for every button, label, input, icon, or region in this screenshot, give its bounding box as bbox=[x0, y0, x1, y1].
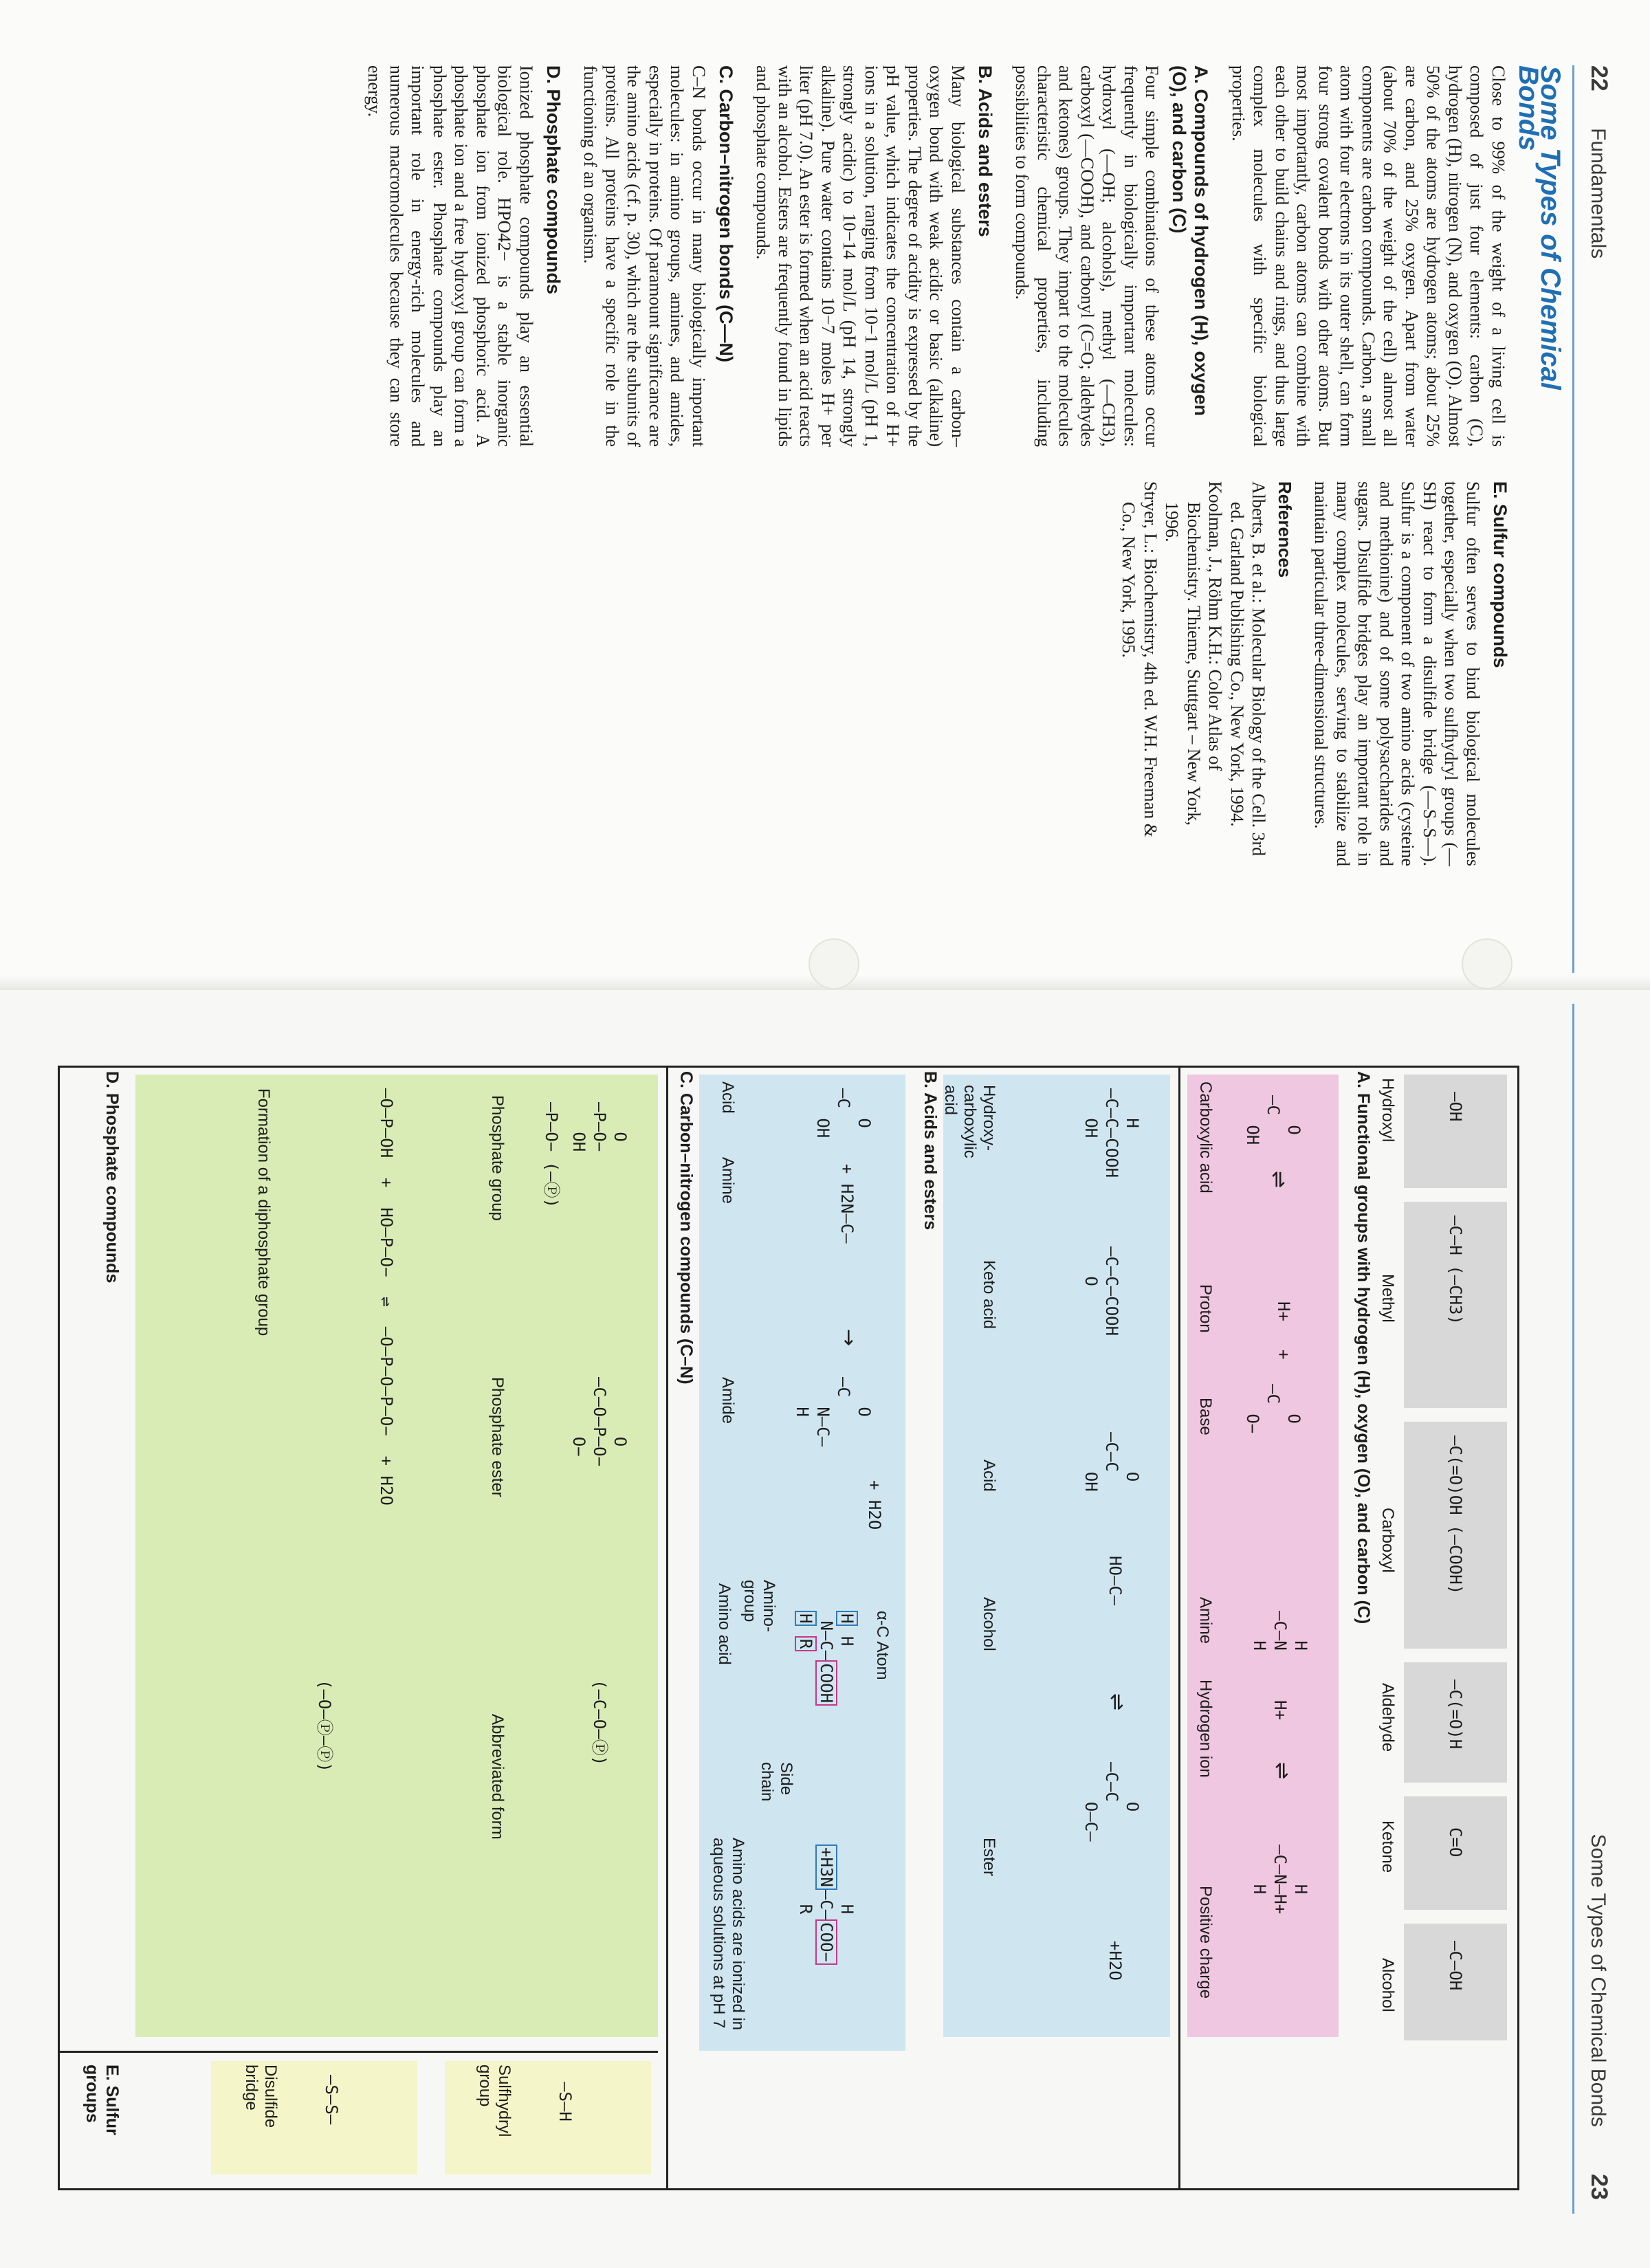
panel-d-label: D. Phosphate compounds bbox=[102, 1071, 122, 1284]
section-c-text: C–N bonds occur in many biologically important molecules: in amino groups, amines, and amides, especially in proteins. Of paramount significance are the amino acids (cf. p. 30), which are the subunits of proteins. All proteins have a specific role in the functioning of an organism. bbox=[580, 65, 709, 447]
phosphate-group-formula: O —P—O− OH bbox=[569, 1102, 630, 1152]
hydroxyl-box bbox=[1404, 1075, 1507, 1188]
section-e-text: Sulfur often serves to bind biological molecules together, especially when two sulfhydryl groups (—SH) react to form a disulfide bridge (—S–S—). Sulfur is a component of two amino acids (cysteine and methionine) and of some polysaccharides and sugars. Disulfide bridges play an important role in many complex molecules, serving to stabilize and maintain particular three-dimensional structures. bbox=[1311, 481, 1483, 866]
alcohol-group-formula: —C—OH bbox=[1446, 1941, 1465, 1991]
aldehyde-formula: —C(=O)H bbox=[1446, 1680, 1465, 1750]
acid-caption: Acid bbox=[980, 1460, 998, 1492]
amide-caption: Amide bbox=[718, 1377, 737, 1424]
phosphate-ester-caption: Phosphate ester bbox=[488, 1377, 507, 1497]
base-formula: O —C O− bbox=[1243, 1384, 1304, 1434]
diphosphate-caption: Formation of a diphosphate group bbox=[254, 1088, 273, 1336]
acid-formula: O —C—C OH bbox=[1081, 1432, 1142, 1492]
equilibrium-arrow-icon: ⇌ bbox=[1270, 1762, 1294, 1780]
disulfide-box bbox=[211, 2061, 417, 2175]
disulfide-caption: Disulfide bridge bbox=[242, 2065, 280, 2128]
proton-caption: Proton bbox=[1196, 1284, 1215, 1333]
carboxyl-caption: Carboxyl bbox=[1378, 1508, 1397, 1573]
hydrogen-ion-label: H+ bbox=[1270, 1700, 1290, 1720]
right-page-number: 23 bbox=[1586, 2174, 1612, 2200]
c-acid-formula: O —C OH bbox=[813, 1088, 874, 1138]
plus-sign: + bbox=[1274, 1350, 1293, 1360]
sulfhydryl-box bbox=[445, 2061, 651, 2175]
alcohol-group-box bbox=[1404, 1924, 1507, 2040]
figure-frame bbox=[58, 1066, 1519, 2190]
section-b-text: Many biological substances contain a carbon–oxygen bond with weak acidic or basic (alkaline) properties. The degree of acidity is expressed by the pH value, which indicates the concentration of H+ ions in a solution, ranging from 10−1 mol/L (pH 1, strongly acidic) to 10−14 mol/L (pH 14, strongly alkaline). Pure water contains 10−7 moles H+ per liter (pH 7.0). An ester is formed when an acid reacts with an alcohol. Esters are frequently found in lipids and phosphate compounds. bbox=[753, 65, 968, 447]
carboxylic-acid-formula: O —C OH bbox=[1243, 1095, 1304, 1145]
proton-label: H+ bbox=[1274, 1301, 1293, 1321]
side-chain-label: Side chain bbox=[758, 1762, 795, 1802]
panel-divider bbox=[1178, 1068, 1180, 2188]
c-amine-caption: Amine bbox=[718, 1157, 737, 1204]
section-e-heading: E. Sulfur compounds bbox=[1490, 481, 1510, 668]
abbreviated-form-caption: Abbreviated form bbox=[488, 1714, 507, 1840]
phosphate-ester-formula: O —C—O—P—O− O− bbox=[569, 1377, 630, 1467]
carboxyl-box bbox=[1404, 1422, 1507, 1649]
alpha-carbon-label: α-C Atom bbox=[873, 1611, 892, 1680]
carbon-nitrogen-box bbox=[699, 1075, 905, 2051]
panel-e-label: E. Sulfur groups bbox=[82, 2065, 122, 2135]
water-product: +H2O bbox=[1106, 1941, 1125, 1981]
amine-reactant: + H2N—C— bbox=[837, 1164, 857, 1244]
aldehyde-caption: Aldehyde bbox=[1378, 1683, 1397, 1752]
base-caption: Base bbox=[1196, 1398, 1215, 1435]
carboxyl-formula: —C(=O)OH (—COOH) bbox=[1446, 1435, 1465, 1595]
hydroxy-acid-formula: H —C—C—COOH OH bbox=[1081, 1088, 1142, 1178]
positive-charge-caption: Positive charge bbox=[1196, 1886, 1215, 1999]
ketone-formula: C=O bbox=[1446, 1827, 1465, 1858]
left-page-number: 22 bbox=[1586, 65, 1612, 91]
ionized-caption: Amino acids are ionized in aqueous solutions at pH 7 bbox=[710, 1838, 747, 2031]
references-heading: References bbox=[1275, 481, 1295, 578]
left-column-1 bbox=[364, 65, 1565, 447]
section-a-text: Four simple combinations of these atoms occur frequently in biologically important molecules: hydroxyl (—OH; alcohols), methyl (—CH3), carboxyl (—COOH), and carbonyl (C=O; aldehydes and ketones) groups. They impart to the molecules characteristic chemical properties, including possibilities to form compounds. bbox=[1012, 65, 1163, 447]
ketone-box bbox=[1404, 1796, 1507, 1910]
left-page bbox=[0, 0, 1650, 983]
hydrogen-ion-caption: Hydrogen ion bbox=[1196, 1680, 1215, 1778]
ammonium-formula: H —C—N—H+ H bbox=[1250, 1845, 1310, 1915]
binder-hole bbox=[1462, 938, 1512, 989]
hydroxyl-formula: —OH bbox=[1446, 1092, 1465, 1122]
amide-formula: O —C N—C— H bbox=[793, 1377, 874, 1447]
sulfhydryl-caption: Sulfhydryl group bbox=[476, 2065, 514, 2137]
aldehyde-box bbox=[1404, 1662, 1507, 1783]
right-running-head bbox=[1585, 1471, 1612, 2200]
amine-formula: H —C—N H bbox=[1250, 1611, 1310, 1651]
right-page bbox=[0, 990, 1650, 2268]
ester-caption: Ester bbox=[980, 1838, 998, 1877]
reaction-arrow-icon: → bbox=[837, 1329, 861, 1347]
methyl-box bbox=[1404, 1202, 1507, 1408]
alcohol-caption: Alcohol bbox=[980, 1597, 998, 1651]
ester-short-form: (—C—O—Ⓟ) bbox=[590, 1680, 609, 1766]
hydroxyl-caption: Hydroxyl bbox=[1378, 1078, 1397, 1143]
section-d-heading: D. Phosphate compounds bbox=[543, 65, 564, 295]
section-c-heading: C. Carbon–nitrogen bonds (C—N) bbox=[716, 65, 736, 362]
methyl-caption: Methyl bbox=[1378, 1274, 1397, 1323]
equilibrium-arrow-icon: ⇌ bbox=[1266, 1171, 1290, 1189]
reference-item: Alberts, B. et al.: Molecular Biology of the Cell. 3rd ed. Garland Publishing Co., New York, 1994. bbox=[1227, 481, 1269, 857]
panel-divider bbox=[666, 1068, 668, 2188]
acid-base-box bbox=[1187, 1075, 1339, 2037]
phosphate-short-form: —P—O− (—Ⓟ) bbox=[542, 1102, 561, 1209]
ester-formula: O —C—C O—C— bbox=[1081, 1762, 1142, 1842]
panel-b-label: B. Acids and esters bbox=[921, 1071, 940, 1231]
left-column-2 bbox=[1118, 481, 1526, 866]
page-title: Some Types of Chemical Bonds bbox=[1513, 65, 1565, 390]
c-water-product: + H2O bbox=[865, 1480, 884, 1530]
amino-acid-formula: H H N—C—COOH H R bbox=[795, 1611, 857, 1706]
reference-item: Stryer, L.: Biochemistry, 4th ed. W.H. Freeman & Co., New York, 1995. bbox=[1119, 481, 1160, 837]
c-acid-caption: Acid bbox=[718, 1081, 737, 1114]
equilibrium-arrow-icon: ⇌ bbox=[1105, 1693, 1129, 1711]
phosphate-box bbox=[135, 1075, 658, 2037]
panel-c-label: C. Carbon–nitrogen compounds (C–N) bbox=[676, 1071, 696, 1385]
alcohol-group-caption: Alcohol bbox=[1378, 1958, 1397, 2012]
reference-item: Koolman, J., Röhm K.H.: Color Atlas of Biochemistry. Thieme, Stuttgart – New York, 1996. bbox=[1162, 481, 1226, 826]
panel-divider bbox=[60, 2051, 658, 2053]
amino-group-caption: Amino-group bbox=[740, 1580, 778, 1633]
sulfhydryl-formula: —S—H bbox=[556, 2082, 575, 2122]
left-running-title: Fundamentals bbox=[1587, 128, 1609, 259]
acids-esters-box bbox=[943, 1075, 1170, 2037]
right-header-rule bbox=[1572, 1004, 1574, 2214]
left-header-rule bbox=[1572, 65, 1574, 973]
left-running-head bbox=[1585, 65, 1612, 258]
section-a-heading: A. Compounds of hydrogen (H), oxygen (O), and carbon (C) bbox=[1169, 65, 1212, 416]
diphosphate-short-form: (—O—Ⓟ—Ⓟ) bbox=[315, 1680, 334, 1772]
right-running-title: Some Types of Chemical Bonds bbox=[1587, 1834, 1609, 2127]
diphosphate-reaction: —O—P—OH + HO—P—O− ⇌ —O—P—O—P—O− + H2O bbox=[377, 1088, 396, 1506]
amine-caption: Amine bbox=[1196, 1597, 1215, 1644]
amino-acid-caption: Amino acid bbox=[715, 1583, 734, 1665]
section-d-text: Ionized phosphate compounds play an essential biological role. HPO42− is a stable inorganic phosphate ion from ionized phosphoric acid. A phosphate ion and a free hydroxyl group can form a phosphate ester. Phosphate compounds play an important role in energy-rich molecules and numerous macromolecules because they can store energy. bbox=[364, 65, 536, 447]
phosphate-group-caption: Phosphate group bbox=[488, 1095, 507, 1221]
section-b-heading: B. Acids and esters bbox=[975, 65, 996, 237]
intro-paragraph: Close to 99% of the weight of a living cell is composed of just four elements: carbon (C), hydrogen (H), nitrogen (N), and oxygen (O). Almost 50% of the atoms are hydrogen atoms; about 25% are carbon, and 25% oxygen. Apart from water (about 70% of the weight of the cell) almost all components are carbon compounds. Carbon, a small atom with four electrons in its outer shell, can form four strong covalent bonds with other atoms. But most importantly, carbon atoms can combine with each other to build chains and rings, and thus large complex molecules with specific biological properties. bbox=[1229, 65, 1508, 447]
carboxylic-acid-caption: Carboxylic acid bbox=[1196, 1081, 1215, 1193]
hydroxy-acid-caption: Hydroxy-carboxylic acid bbox=[941, 1085, 998, 1158]
keto-acid-caption: Keto acid bbox=[980, 1260, 998, 1330]
binder-hole bbox=[808, 938, 859, 989]
panel-a-label: A. Functional groups with hydrogen (H), oxygen (O), and carbon (C) bbox=[1354, 1071, 1373, 1625]
zwitterion-formula: H +H3N—C—COO− R bbox=[795, 1845, 857, 1965]
methyl-formula: —C—H (—CH3) bbox=[1446, 1215, 1465, 1325]
keto-acid-formula: —C—C—COOH O bbox=[1081, 1246, 1121, 1336]
alcohol-formula: HO—C— bbox=[1106, 1556, 1125, 1606]
ketone-caption: Ketone bbox=[1378, 1820, 1397, 1873]
disulfide-formula: —S—S— bbox=[322, 2075, 341, 2125]
